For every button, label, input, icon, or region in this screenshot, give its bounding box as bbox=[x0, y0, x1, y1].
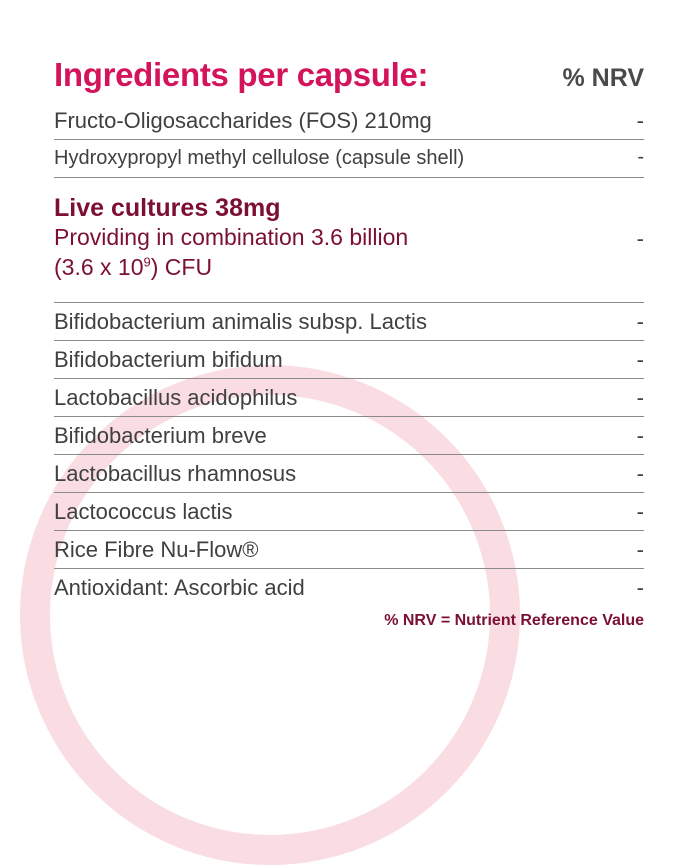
live-cultures-description: Providing in combination 3.6 billion bbox=[54, 224, 409, 250]
ingredient-name: Lactobacillus rhamnosus bbox=[54, 461, 297, 486]
ingredient-name: Hydroxypropyl methyl cellulose (capsule shell) bbox=[54, 147, 465, 169]
ingredients-panel bbox=[54, 56, 644, 606]
ingredient-nrv: - bbox=[636, 385, 644, 410]
ingredient-nrv: - bbox=[636, 575, 644, 600]
ingredient-nrv: - bbox=[636, 423, 644, 448]
panel-header bbox=[54, 56, 644, 102]
ingredient-nrv: - bbox=[637, 146, 644, 168]
live-cultures-cfu: (3.6 x $10^9$) CFU bbox=[54, 254, 213, 280]
ingredient-nrv: - bbox=[636, 499, 644, 524]
ingredient-name: Lactobacillus acidophilus bbox=[54, 385, 298, 410]
ingredient-row bbox=[54, 341, 644, 379]
nrv-column-header: % NRV bbox=[562, 64, 644, 92]
cfu-exponent: 9 bbox=[143, 254, 151, 270]
ingredient-nrv: - bbox=[636, 108, 644, 133]
ingredient-name: Bifidobacterium animalis subsp. Lactis bbox=[54, 309, 427, 334]
live-cultures-nrv: - bbox=[636, 226, 644, 251]
ingredient-name: Antioxidant: Ascorbic acid bbox=[54, 575, 305, 600]
live-cultures-block bbox=[54, 194, 644, 303]
ingredient-row bbox=[54, 417, 644, 455]
ingredient-name: Bifidobacterium bifidum bbox=[54, 347, 283, 372]
ingredient-row bbox=[54, 102, 644, 140]
ingredient-row bbox=[54, 569, 644, 606]
ingredient-row bbox=[54, 493, 644, 531]
ingredient-name: Fructo-Oligosaccharides (FOS) 210mg bbox=[54, 108, 432, 133]
ingredient-row bbox=[54, 531, 644, 569]
ingredient-row bbox=[54, 140, 644, 178]
ingredient-row bbox=[54, 303, 644, 341]
ingredient-name: Bifidobacterium breve bbox=[54, 423, 267, 448]
live-cultures-heading: Live cultures 38mg bbox=[54, 194, 281, 222]
ingredient-row bbox=[54, 379, 644, 417]
nrv-footnote: % NRV = Nutrient Reference Value bbox=[384, 612, 644, 629]
ingredient-nrv: - bbox=[636, 461, 644, 486]
page-title: Ingredients per capsule: bbox=[54, 56, 429, 93]
ingredient-name: Rice Fibre Nu-Flow® bbox=[54, 537, 259, 562]
cropped-next-heading bbox=[55, 652, 285, 658]
ingredient-nrv: - bbox=[636, 309, 644, 334]
ingredient-nrv: - bbox=[636, 347, 644, 372]
ingredient-row bbox=[54, 455, 644, 493]
ingredient-nrv: - bbox=[636, 537, 644, 562]
ingredient-name: Lactococcus lactis bbox=[54, 499, 233, 524]
